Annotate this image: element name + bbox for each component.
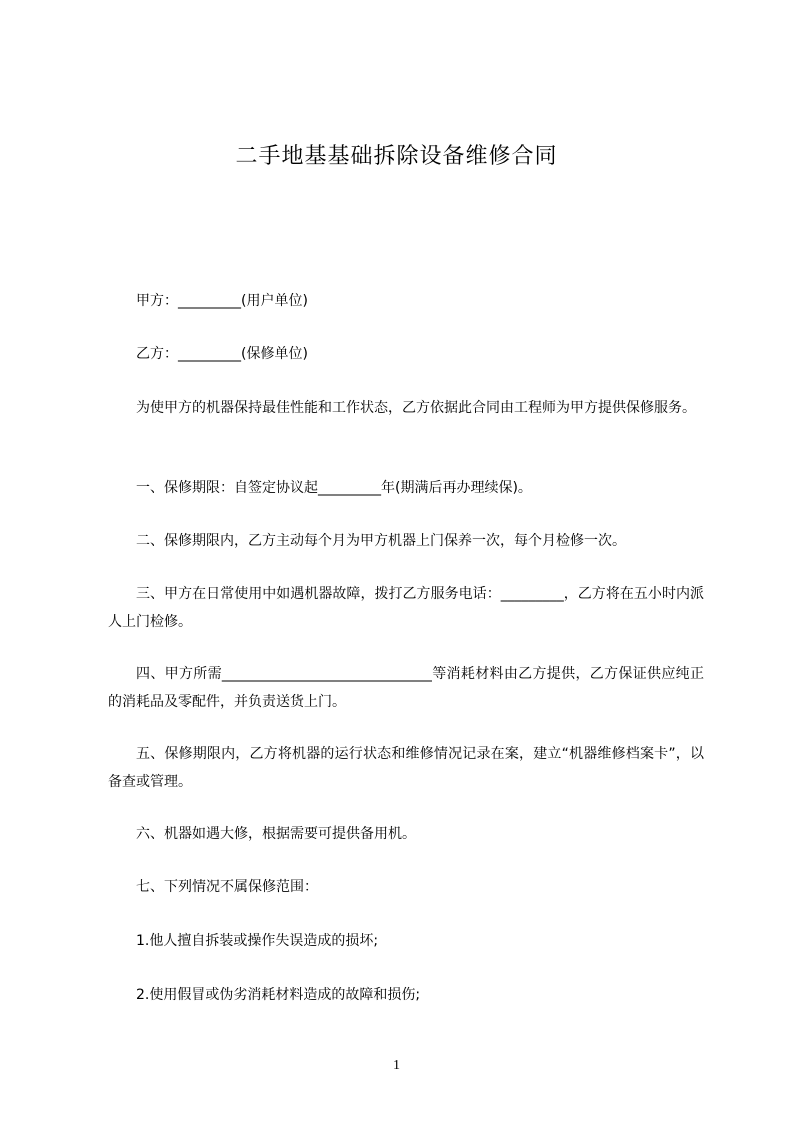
page-number: 1 (393, 1058, 400, 1073)
document-title: 二手地基基础拆除设备维修合同 (235, 144, 558, 169)
clause-2: 二、保修期限内，乙方主动每个月为甲方机器上门保养一次，每个月检修一次。 (136, 533, 626, 549)
party-b-line: 乙方：_________(保修单位) (136, 346, 308, 362)
party-a-line: 甲方：_________(用户单位) (136, 293, 308, 309)
clause-7-item-2: 2.使用假冒或伪劣消耗材料造成的故障和损伤; (136, 987, 421, 1003)
clause-7: 七、下列情况不属保修范围： (136, 879, 318, 895)
preamble-paragraph: 为使甲方的机器保持最佳性能和工作状态，乙方依据此合同由工程师为甲方提供保修服务。 (136, 400, 696, 416)
clause-5: 五、保修期限内，乙方将机器的运行状态和维修情况记录在案，建立“机器维修档案卡”，以备查或管理。 (108, 746, 704, 790)
clause-3: 三、甲方在日常使用中如遇机器故障，拨打乙方服务电话：_________，乙方将在五小时内派人上门检修。 (108, 586, 704, 630)
clause-1: 一、保修期限：自签定协议起_________年(期满后再办理续保)。 (136, 480, 532, 496)
clause-4: 四、甲方所需______________________________等消耗材料由乙方提供，乙方保证供应纯正的消耗品及零配件，并负责送货上门。 (108, 666, 704, 710)
clause-7-item-1: 1.他人擅自拆装或操作失误造成的损坏; (136, 933, 379, 949)
clause-6: 六、机器如遇大修，根据需要可提供备用机。 (136, 826, 416, 842)
